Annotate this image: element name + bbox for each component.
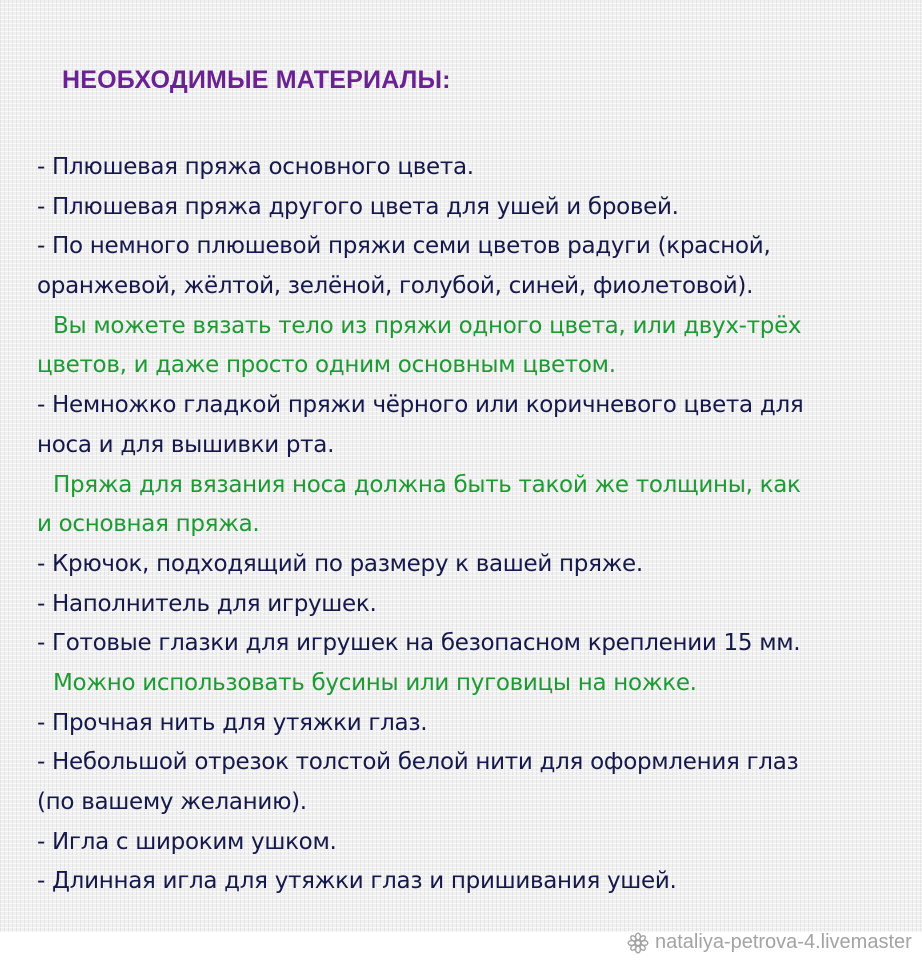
- list-item: - Игла с широким ушком.: [37, 828, 337, 855]
- list-item: (по вашему желанию).: [37, 789, 307, 815]
- list-item: - Наполнитель для игрушек.: [37, 590, 377, 617]
- list-item: - Прочная нить для утяжки глаз.: [37, 709, 428, 736]
- note-text: Вы можете вязать тело из пряжи одного цвета, или двух-трёх: [53, 312, 802, 339]
- watermark: [627, 931, 912, 954]
- note-text: Можно использовать бусины или пуговицы на ножке.: [53, 669, 697, 696]
- flower-icon: [627, 932, 649, 954]
- list-item: - Плюшевая пряжа основного цвета.: [37, 154, 474, 180]
- materials-list: [37, 148, 922, 902]
- note-text: цветов, и даже просто одним основным цветом.: [37, 352, 616, 379]
- page-title: НЕОБХОДИМЫЕ МАТЕРИАЛЫ:: [62, 66, 451, 94]
- list-item: оранжевой, жёлтой, зелёной, голубой, синей, фиолетовой).: [37, 273, 754, 300]
- watermark-text: nataliya-petrova-4.livemaster: [655, 931, 912, 953]
- note-text: и основная пряжа.: [37, 511, 260, 538]
- note-text: Пряжа для вязания носа должна быть такой же толщины, как: [53, 471, 801, 498]
- list-item: - Длинная игла для утяжки глаз и пришивания ушей.: [37, 868, 677, 895]
- list-item: - Плюшевая пряжа другого цвета для ушей и бровей.: [37, 193, 679, 220]
- list-item: носа и для вышивки рта.: [37, 431, 335, 458]
- list-item: - Крючок, подходящий по размеру к вашей пряже.: [37, 550, 643, 577]
- list-item: - Готовые глазки для игрушек на безопасном креплении 15 мм.: [37, 630, 801, 657]
- list-item: - Небольшой отрезок толстой белой нити для оформления глаз: [37, 749, 799, 776]
- list-item: - По немного плюшевой пряжи семи цветов радуги (красной,: [37, 233, 771, 260]
- list-item: - Немножко гладкой пряжи чёрного или коричневого цвета для: [37, 392, 804, 419]
